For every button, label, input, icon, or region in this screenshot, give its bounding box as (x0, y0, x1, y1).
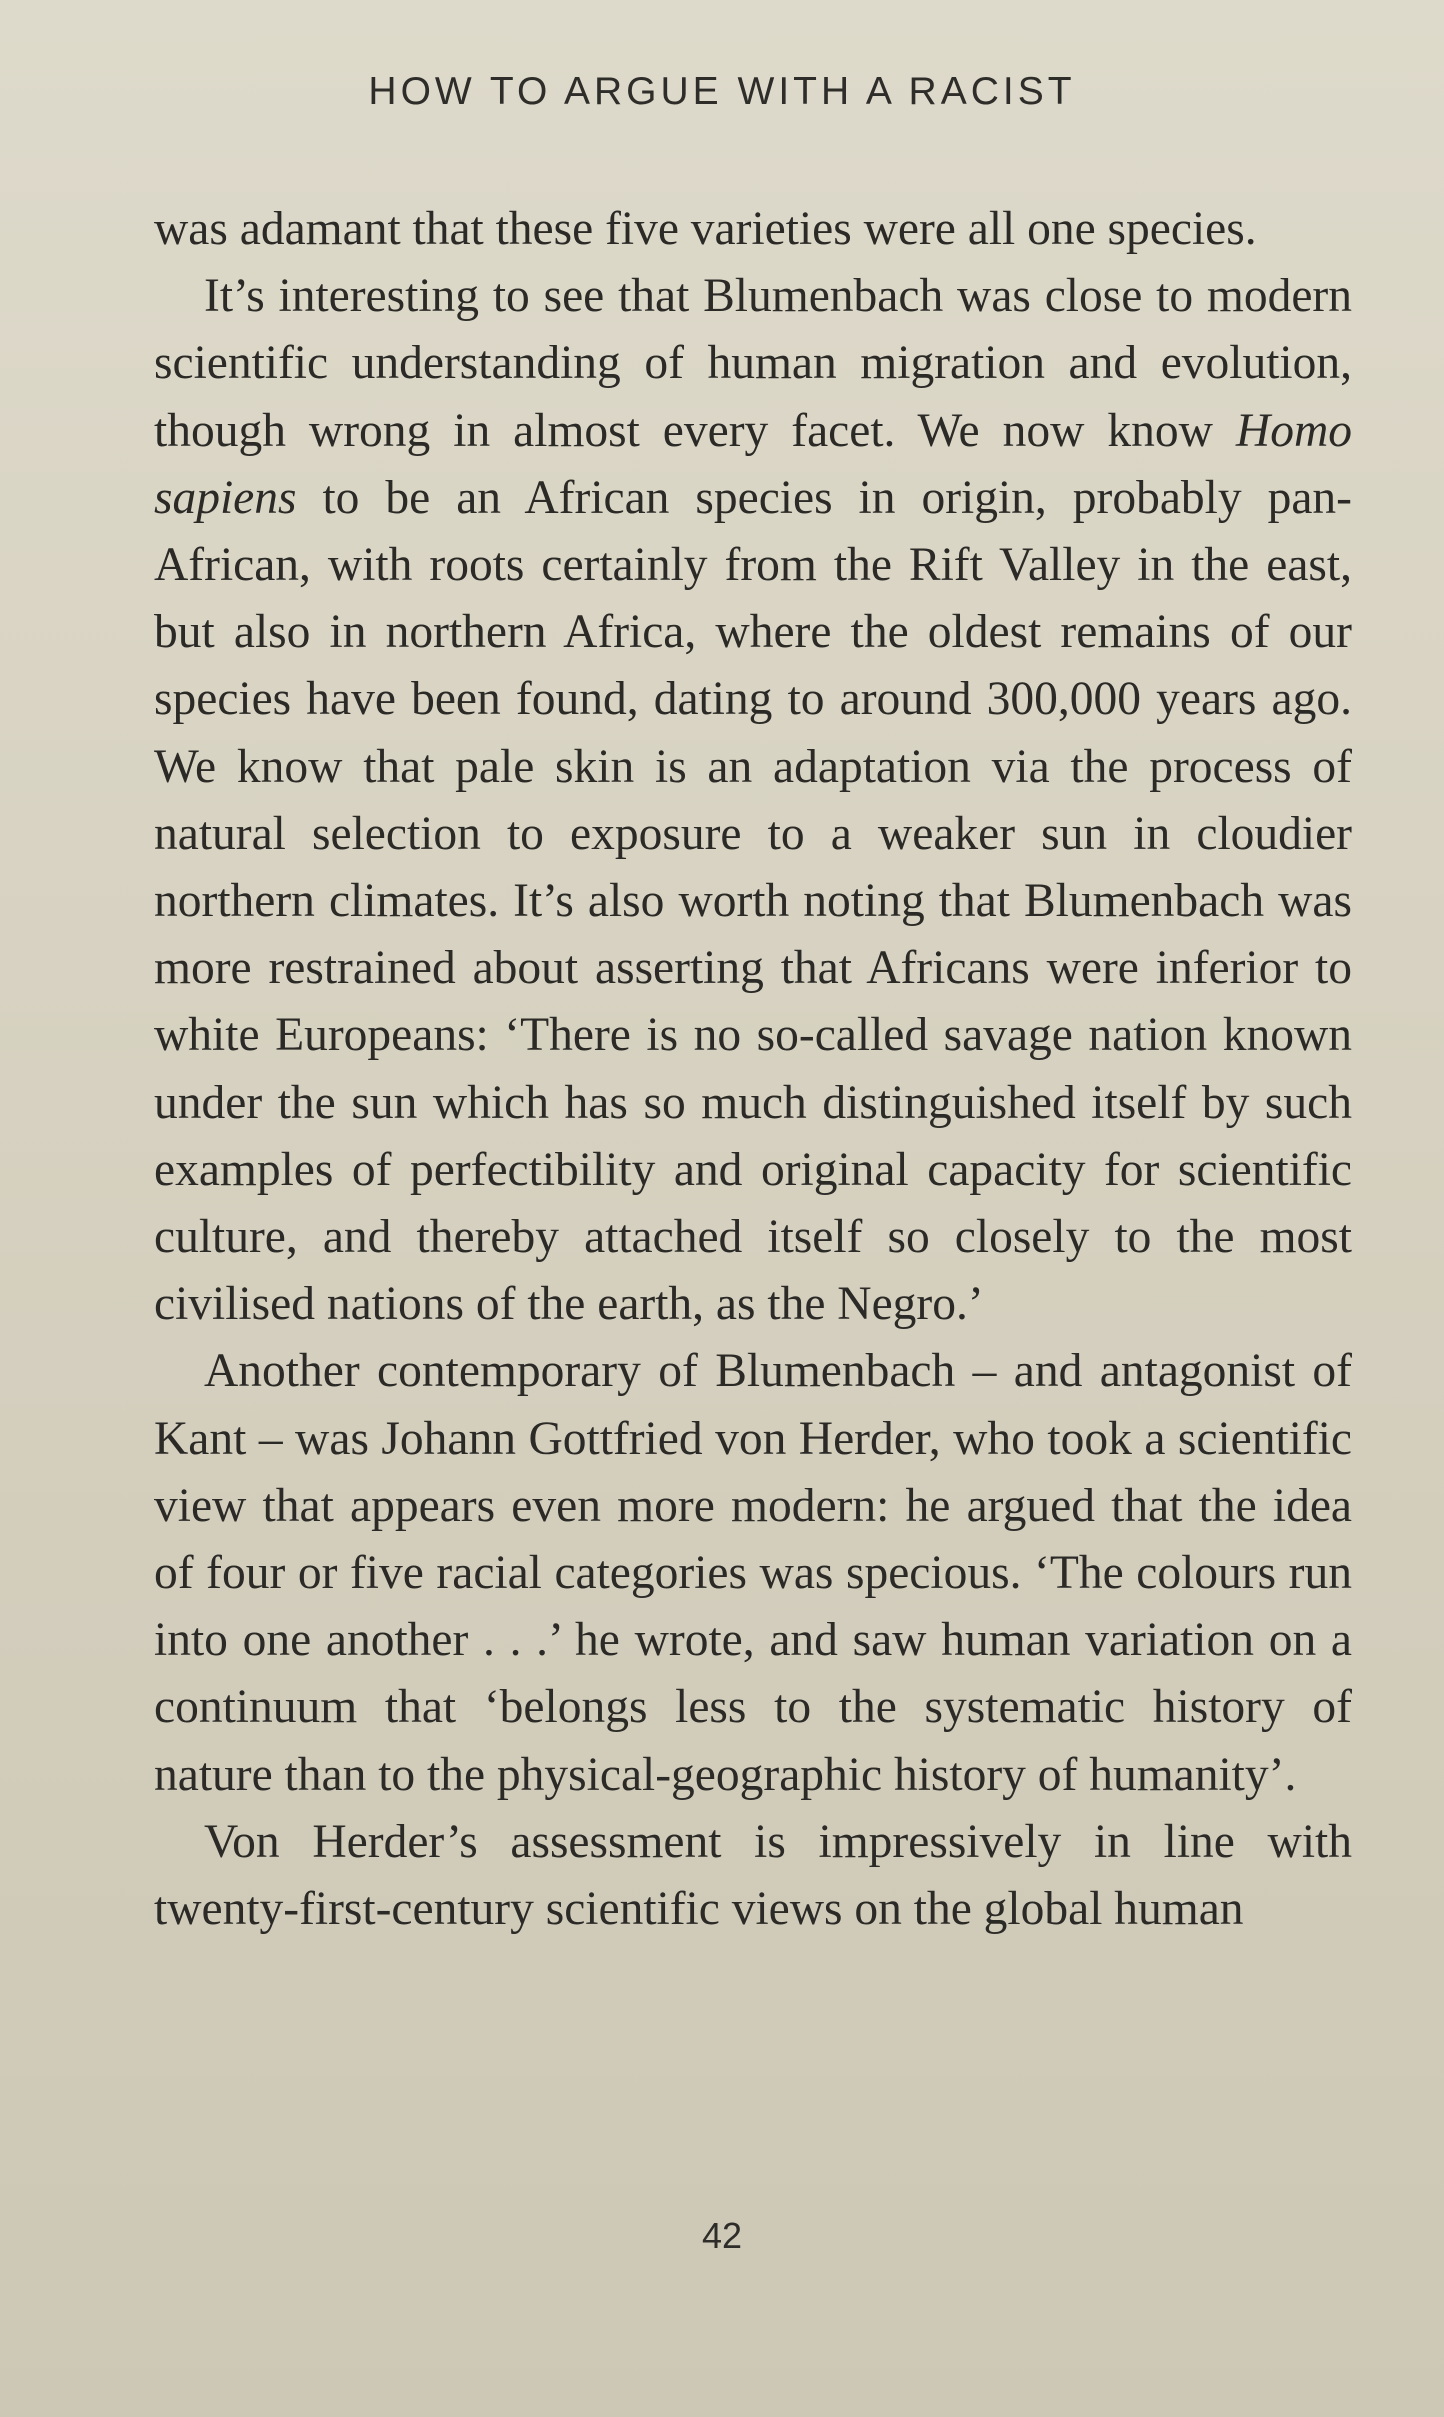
paragraph-herder: Another contemporary of Blumenbach – and antagonist of Kant – was Johann Gottfried von Herder, who took a scientific view that appears even more modern: he argued that the idea of four or five racial categories was specious. ‘The colours run into one another . . .’ he wrote, and saw human variation on a continuum that ‘belongs less to the systematic history of nature than to the physical-geographic history of humanity’. (154, 1345, 1352, 1801)
italic-species-name: Homo sapiens (154, 404, 1352, 524)
paragraph-text: It’s interesting to see that Blumenbach was close to modern scientific understanding of human migration and evolution, though wrong in almost every facet. We now know (154, 270, 1352, 457)
body-text (154, 196, 1352, 1943)
paragraph-assessment: Von Herder’s assessment is impressively in line with twenty-first-century scientific views on the global human (154, 1815, 1352, 1936)
page-number: 42 (701, 2215, 743, 2256)
running-head: HOW TO ARGUE WITH A RACIST (368, 70, 1076, 113)
paragraph-blumenbach (154, 263, 1352, 1338)
paragraph-continued: was adamant that these five varieties were all one species. (154, 203, 1257, 255)
paragraph-text: to be an African species in origin, probably pan-African, with roots certainly from the Rift Valley in the east, but also in northern Africa, where the oldest remains of our species have been found, dating to around 300,000 years ago. We know that pale skin is an adaptation via the process of natural selection to exposure to a weaker sun in cloudier northern climates. It’s also worth noting that Blumenbach was more restrained about asserting that Africans were inferior to white Europeans: ‘There is no so-called savage nation known under the sun which has so much distinguished itself by such examples of perfectibility and original capacity for scientific culture, and thereby attached itself so closely to the most civilised nations of the earth, as the Negro.’ (154, 471, 1352, 1331)
